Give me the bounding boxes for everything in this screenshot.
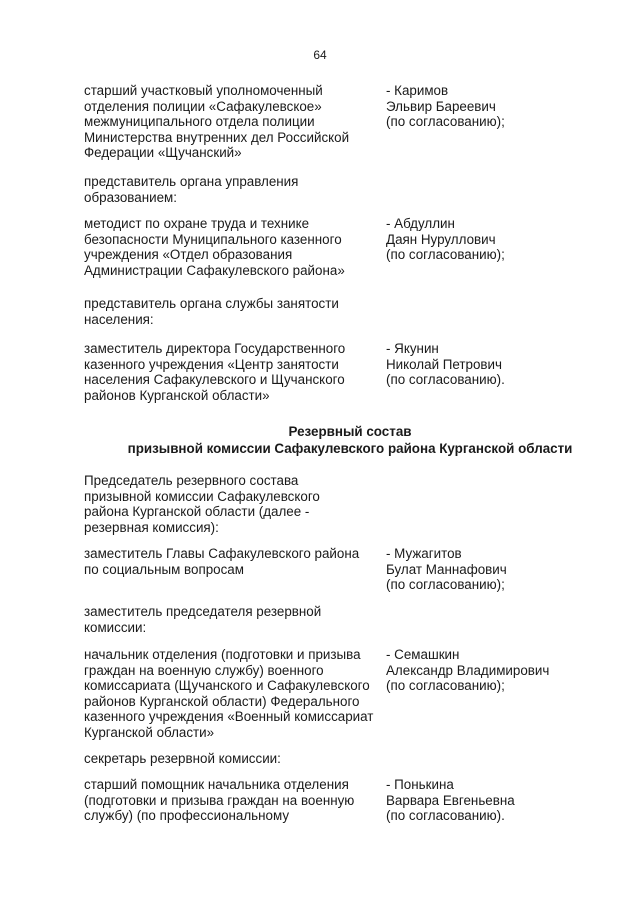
member-position: старший помощник начальника отделения (подготовки и призыва граждан на военную службу) (по профессиональному [84, 777, 355, 824]
section-label [84, 174, 604, 205]
section-label-text: Председатель резервного состава призывной комиссии Сафакулевского района Курганской области (далее - резервная комиссия): [84, 473, 320, 535]
member-name: - Мужагитов Булат Маннафович (по согласованию); [386, 546, 507, 593]
member-name: - Понькина Варвара Евгеньевна (по согласованию). [386, 777, 515, 824]
member-name: - Абдуллин Даян Нуруллович (по согласованию); [386, 216, 505, 263]
section-label-text: секретарь резервной комиссии: [84, 751, 281, 766]
member-name: - Якунин Николай Петрович (по согласованию). [386, 341, 505, 388]
section-heading: Резервный состав призывной комиссии Сафакулевского района Курганской области [127, 424, 573, 456]
member-position: старший участковый уполномоченный отделения полиции «Сафакулевское» межмуниципального отдела полиции Министерства внутренних дел Российской Федерации «Щучанский» [84, 83, 350, 161]
section-label [84, 751, 604, 767]
section-label-text: заместитель председателя резервной комиссии: [84, 604, 322, 635]
member-position: заместитель директора Государственного казенного учреждения «Центр занятости населения Сафакулевского и Щучанского районов Курганской области» [84, 341, 346, 403]
member-name: - Каримов Эльвир Бареевич (по согласованию); [386, 83, 505, 130]
section-label [84, 473, 604, 535]
page-number: 64 [313, 48, 327, 62]
section-label-text: представитель органа управления образованием: [84, 174, 299, 205]
member-position: методист по охране труда и технике безопасности Муниципального казенного учреждения «Отдел образования Администрации Сафакулевского района» [84, 216, 345, 278]
section-label-text: представитель органа службы занятости населения: [84, 296, 339, 327]
section-label [84, 296, 604, 327]
member-name: - Семашкин Александр Владимирович (по согласованию); [386, 647, 550, 694]
member-position: заместитель Главы Сафакулевского района по социальным вопросам [84, 546, 360, 577]
member-position: начальник отделения (подготовки и призыва граждан на военную службу) военного комиссариата (Щучанского и Сафакулевского районов Курганской области) Федерального казенного учреждения «Военный комиссариат Курганской области» [84, 647, 374, 740]
section-label [84, 604, 604, 635]
